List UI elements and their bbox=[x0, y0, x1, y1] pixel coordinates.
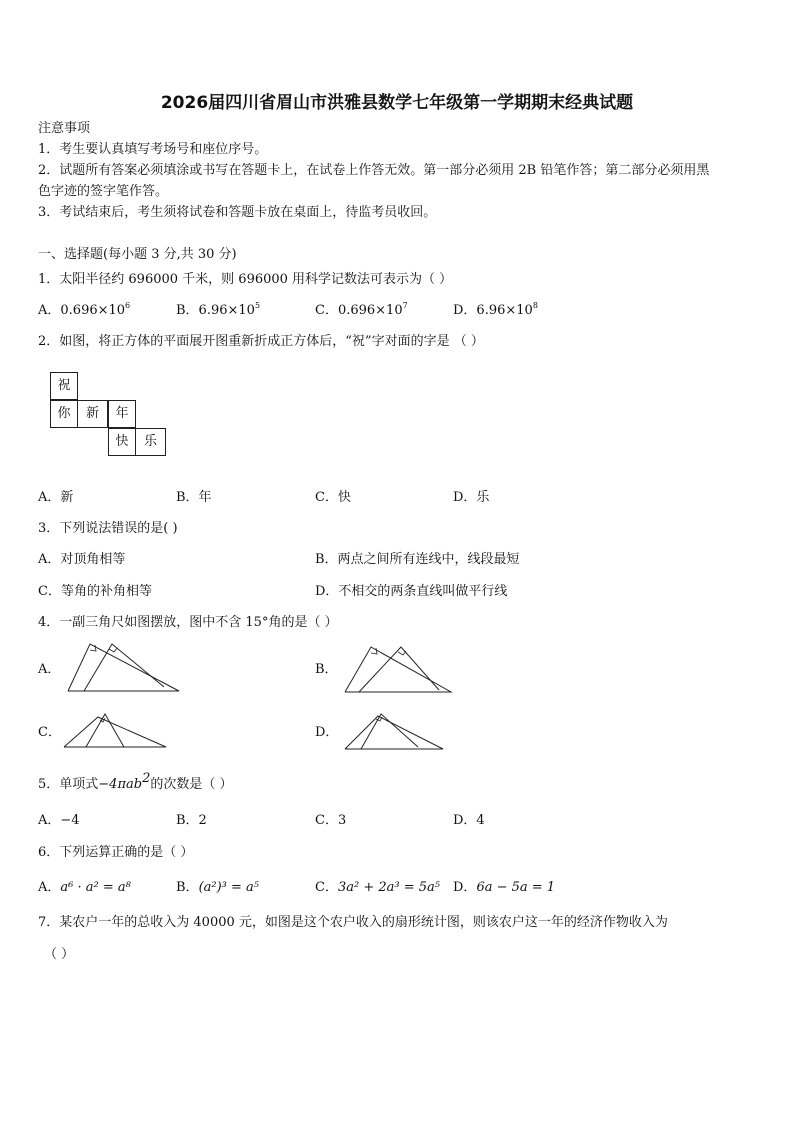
q5-option-c: C．3 bbox=[315, 813, 347, 828]
net-cell: 你 bbox=[50, 400, 78, 428]
q6-option-d: D．6a − 5a = 1 bbox=[453, 880, 556, 895]
q4-figure-c bbox=[62, 711, 168, 749]
q2-option-d: D．乐 bbox=[453, 490, 490, 505]
q5-stem: 5．单项式−4πab$^2$的次数是（ ） bbox=[38, 771, 233, 792]
net-cell: 祝 bbox=[50, 372, 78, 400]
q3-option-b: B．两点之间所有连线中，线段最短 bbox=[315, 552, 520, 567]
q4-figure-d bbox=[343, 711, 445, 751]
q6-option-b: B．(a²)³ = a⁵ bbox=[176, 880, 259, 895]
net-cell: 年 bbox=[108, 400, 136, 428]
q6-stem: 6．下列运算正确的是（ ） bbox=[38, 845, 194, 860]
q5-option-b: B．2 bbox=[176, 813, 207, 828]
cube-net-figure bbox=[50, 372, 170, 462]
q3-option-d: D．不相交的两条直线叫做平行线 bbox=[315, 584, 508, 599]
q1-option-d: D．$6.96\times 10^8$ bbox=[453, 301, 538, 318]
q3-stem: 3．下列说法错误的是( ) bbox=[38, 521, 178, 536]
q2-option-a: A．新 bbox=[38, 490, 74, 505]
notice-item-1: 1．考生要认真填写考场号和座位序号。 bbox=[38, 142, 268, 157]
q2-option-b: B．年 bbox=[176, 490, 212, 505]
section-heading: 一、选择题(每小题 3 分,共 30 分) bbox=[38, 247, 237, 262]
q1-stem: 1．太阳半径约 696000 千米，则 696000 用科学记数法可表示为（ ） bbox=[38, 272, 453, 287]
q2-option-c: C．快 bbox=[315, 490, 351, 505]
q4-figure-a bbox=[64, 640, 180, 694]
page-title: 2026届四川省眉山市洪雅县数学七年级第一学期期末经典试题 bbox=[160, 93, 634, 113]
q4-option-b: B． bbox=[315, 662, 338, 677]
q7-answer-bracket: （ ） bbox=[44, 947, 75, 962]
net-cell: 快 bbox=[108, 428, 136, 456]
notice-item-2: 2．试题所有答案必须填涂或书写在答题卡上，在试卷上作答无效。第一部分必须用 2B 铅笔作答；第二部分必须用黑 bbox=[38, 163, 710, 178]
q5-option-d: D．4 bbox=[453, 813, 485, 828]
net-cell: 乐 bbox=[136, 428, 166, 456]
q6-option-c: C．3a² + 2a³ = 5a⁵ bbox=[315, 880, 440, 895]
q4-option-c: C． bbox=[38, 725, 61, 740]
q5-option-a: A．−4 bbox=[38, 813, 80, 828]
q7-stem: 7．某农户一年的总收入为 40000 元，如图是这个农户收入的扇形统计图，则该农户这一年的经济作物收入为 bbox=[38, 915, 668, 930]
q3-option-c: C．等角的补角相等 bbox=[38, 584, 152, 599]
notice-heading: 注意事项 bbox=[38, 121, 91, 136]
q2-stem: 2．如图，将正方体的平面展开图重新折成正方体后，“祝”字对面的字是 （ ） bbox=[38, 334, 484, 349]
q3-option-a: A．对顶角相等 bbox=[38, 552, 126, 567]
q4-option-d: D． bbox=[315, 725, 339, 740]
q4-figure-b bbox=[343, 644, 455, 694]
q4-option-a: A． bbox=[38, 662, 61, 677]
net-cell: 新 bbox=[78, 400, 108, 428]
notice-item-3: 3．考试结束后，考生须将试卷和答题卡放在桌面上，待监考员收回。 bbox=[38, 205, 437, 220]
q1-option-c: C．$0.696\times 10^7$ bbox=[315, 301, 408, 318]
q1-option-a: A．$0.696\times 10^6$ bbox=[38, 301, 131, 318]
q4-stem: 4．一副三角尺如图摆放，图中不含 15°角的是（ ） bbox=[38, 615, 338, 630]
q1-option-b: B．$6.96\times 10^5$ bbox=[176, 301, 261, 318]
notice-item-2-cont: 色字迹的签字笔作答。 bbox=[38, 184, 169, 199]
q6-option-a: A．a⁶ · a² = a⁸ bbox=[38, 880, 131, 895]
